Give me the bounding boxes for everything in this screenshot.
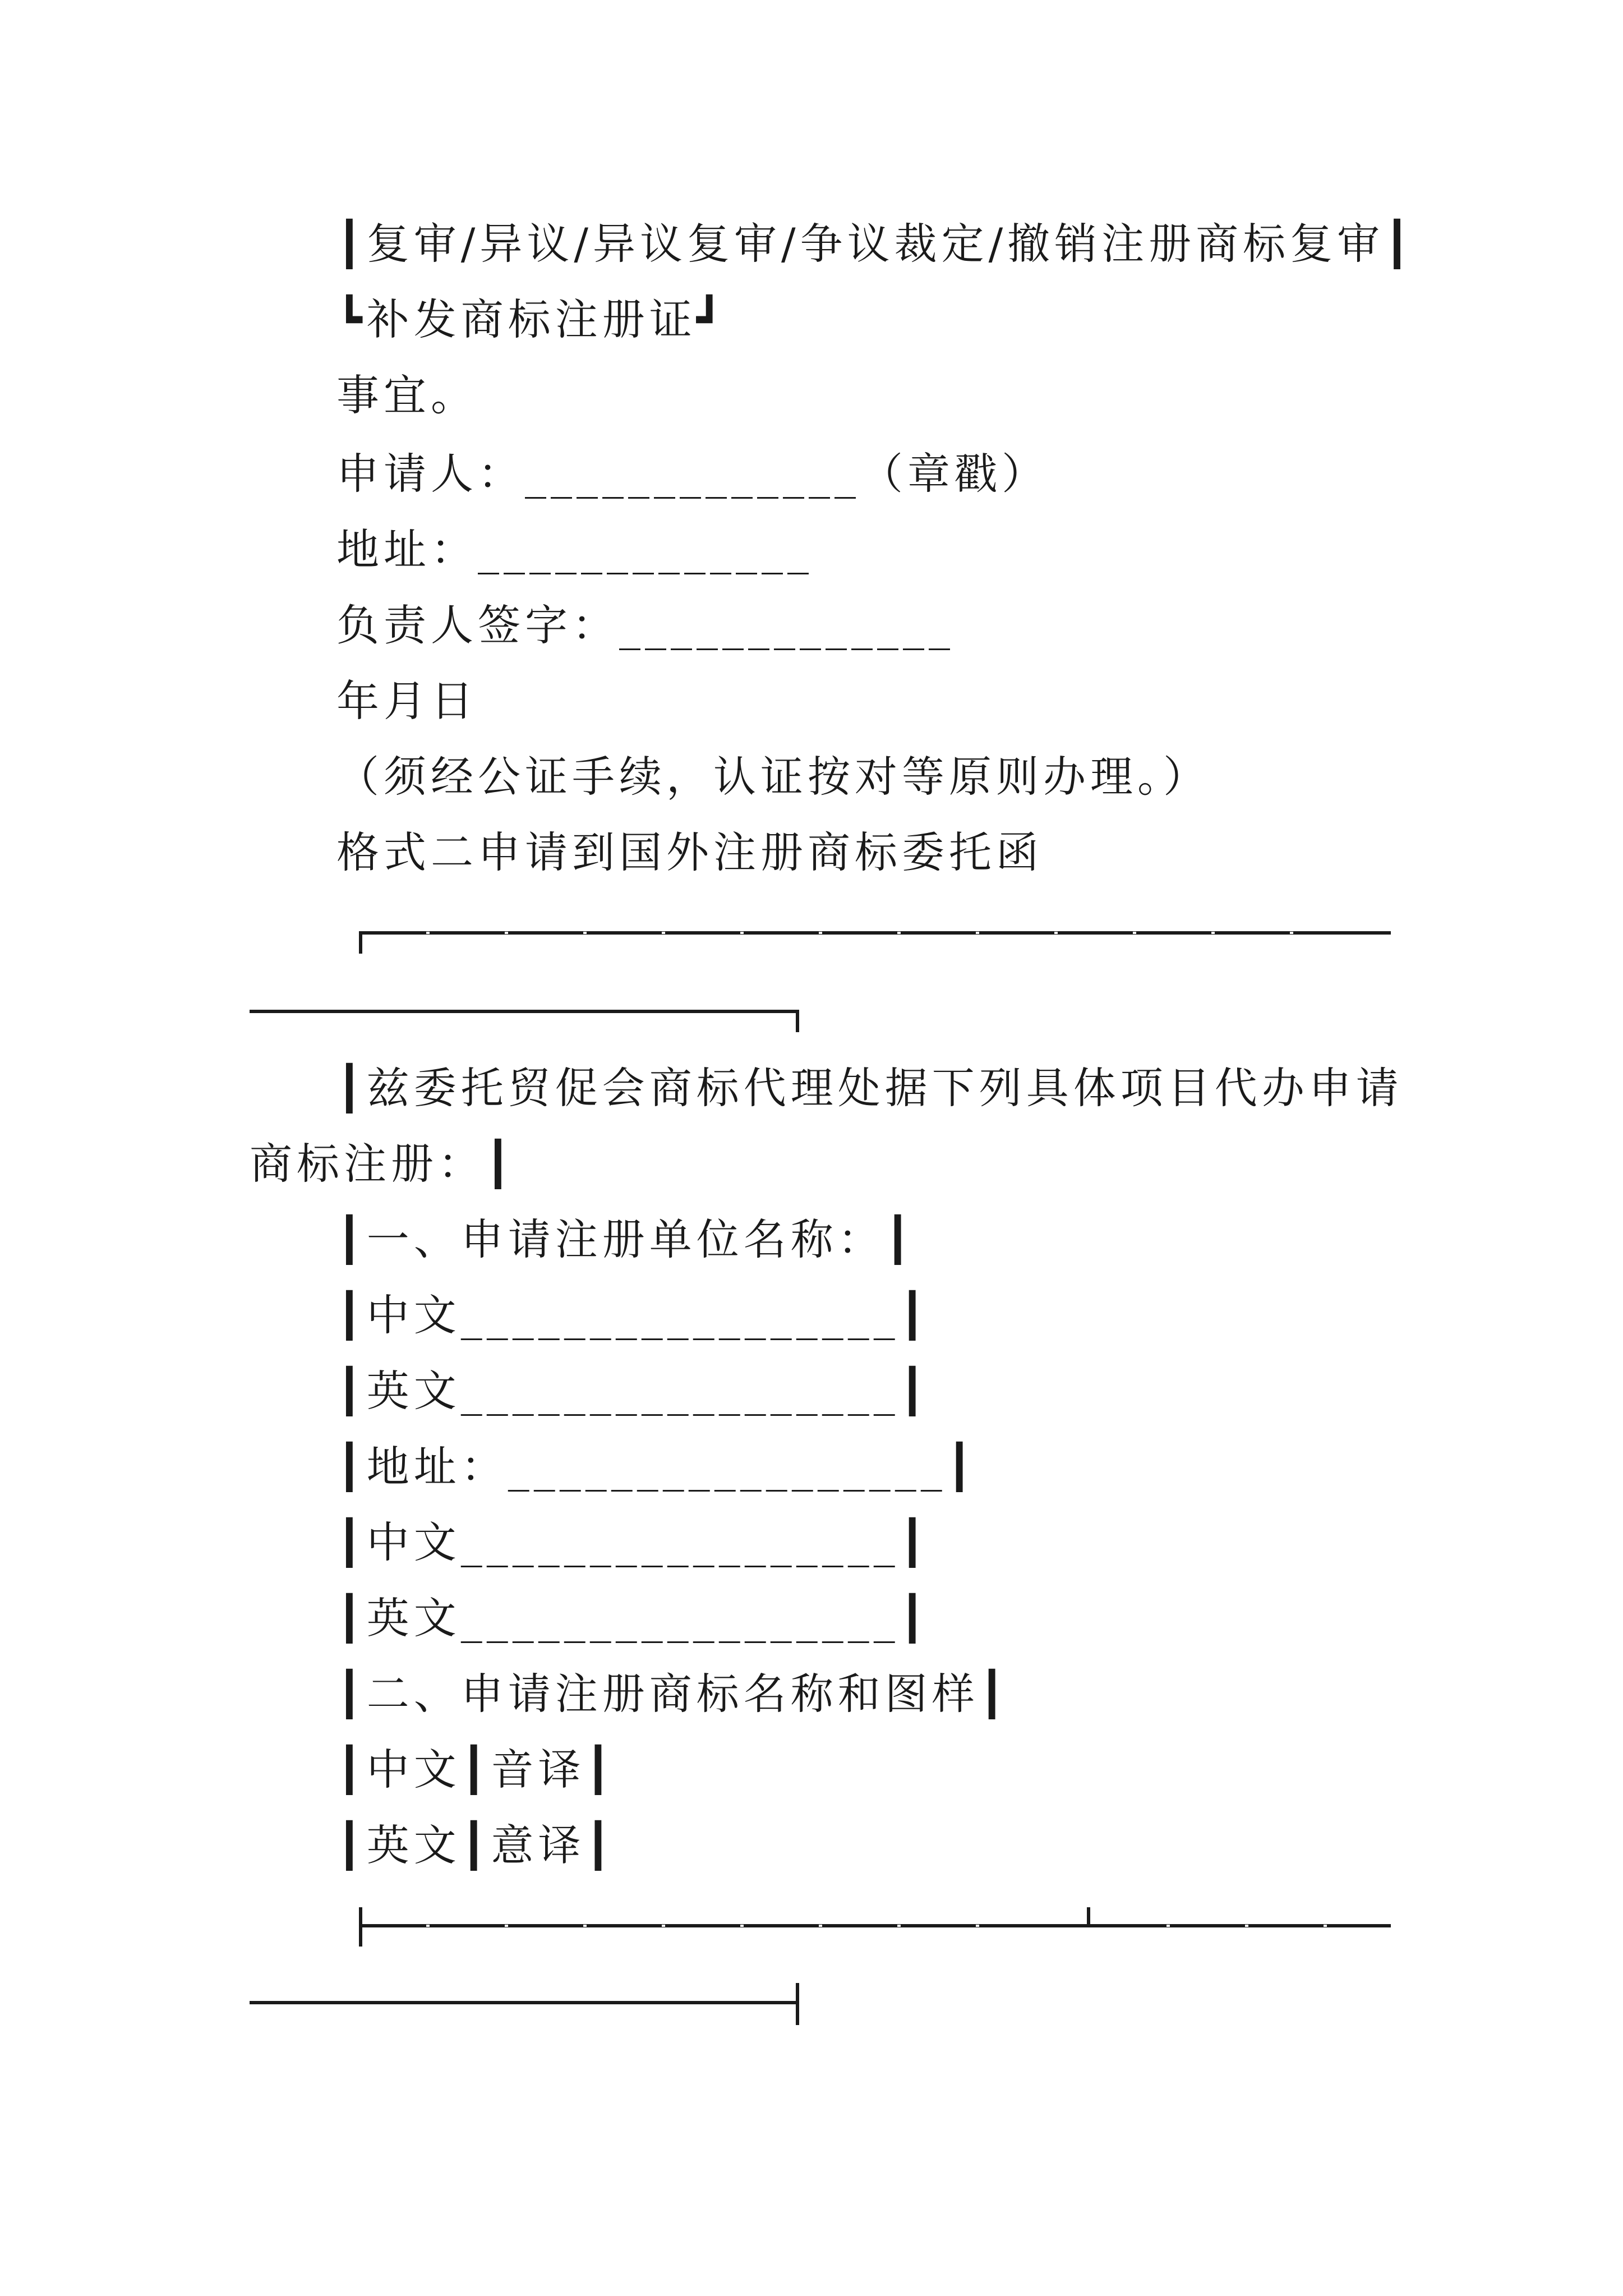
text-line-unit-address: ┃地址：_________________┃ — [336, 1442, 977, 1492]
text-line-unit-name-chinese: ┃中文_________________┃ — [336, 1290, 930, 1340]
text-line-address: 地址：_____________ — [336, 524, 813, 574]
text-line-trademark-name-heading: ┃二、申请注册商标名称和图样┃ — [336, 1669, 1009, 1719]
text-line-chinese-transliteration: ┃中文┃音译┃ — [336, 1745, 616, 1795]
text-line-unit-name-english: ┃英文_________________┃ — [336, 1366, 930, 1416]
text-line-review-types: ┃复审/异议/异议复审/争议裁定/撤销注册商标复审┃ — [336, 219, 1414, 269]
text-line-notarization-note: （须经公证手续，认证按对等原则办理。） — [336, 752, 1210, 802]
text-line-address-english: ┃英文_________________┃ — [336, 1593, 930, 1643]
text-line-applicant: 申请人：_____________（章戳） — [336, 449, 1049, 499]
text-line-reissue-certificate: ┗补发商标注册证┛ — [336, 295, 727, 344]
text-line-english-translation: ┃英文┃意译┃ — [336, 1820, 616, 1870]
text-line-address-chinese: ┃中文_________________┃ — [336, 1517, 930, 1567]
text-line-format-two-title: 格式二申请到国外注册商标委托函 — [336, 827, 1043, 877]
text-line-entrust-statement: ┃兹委托贸促会商标代理处据下列具体项目代办申请 — [336, 1063, 1403, 1113]
text-line-unit-name-heading: ┃一、申请注册单位名称：┃ — [336, 1214, 915, 1264]
text-line-signature: 负责人签字：_____________ — [336, 600, 955, 650]
text-line-matters: 事宜。 — [336, 370, 478, 420]
text-line-trademark-registration: 商标注册：┃ — [250, 1139, 515, 1189]
text-line-date: 年月日 — [336, 676, 478, 726]
